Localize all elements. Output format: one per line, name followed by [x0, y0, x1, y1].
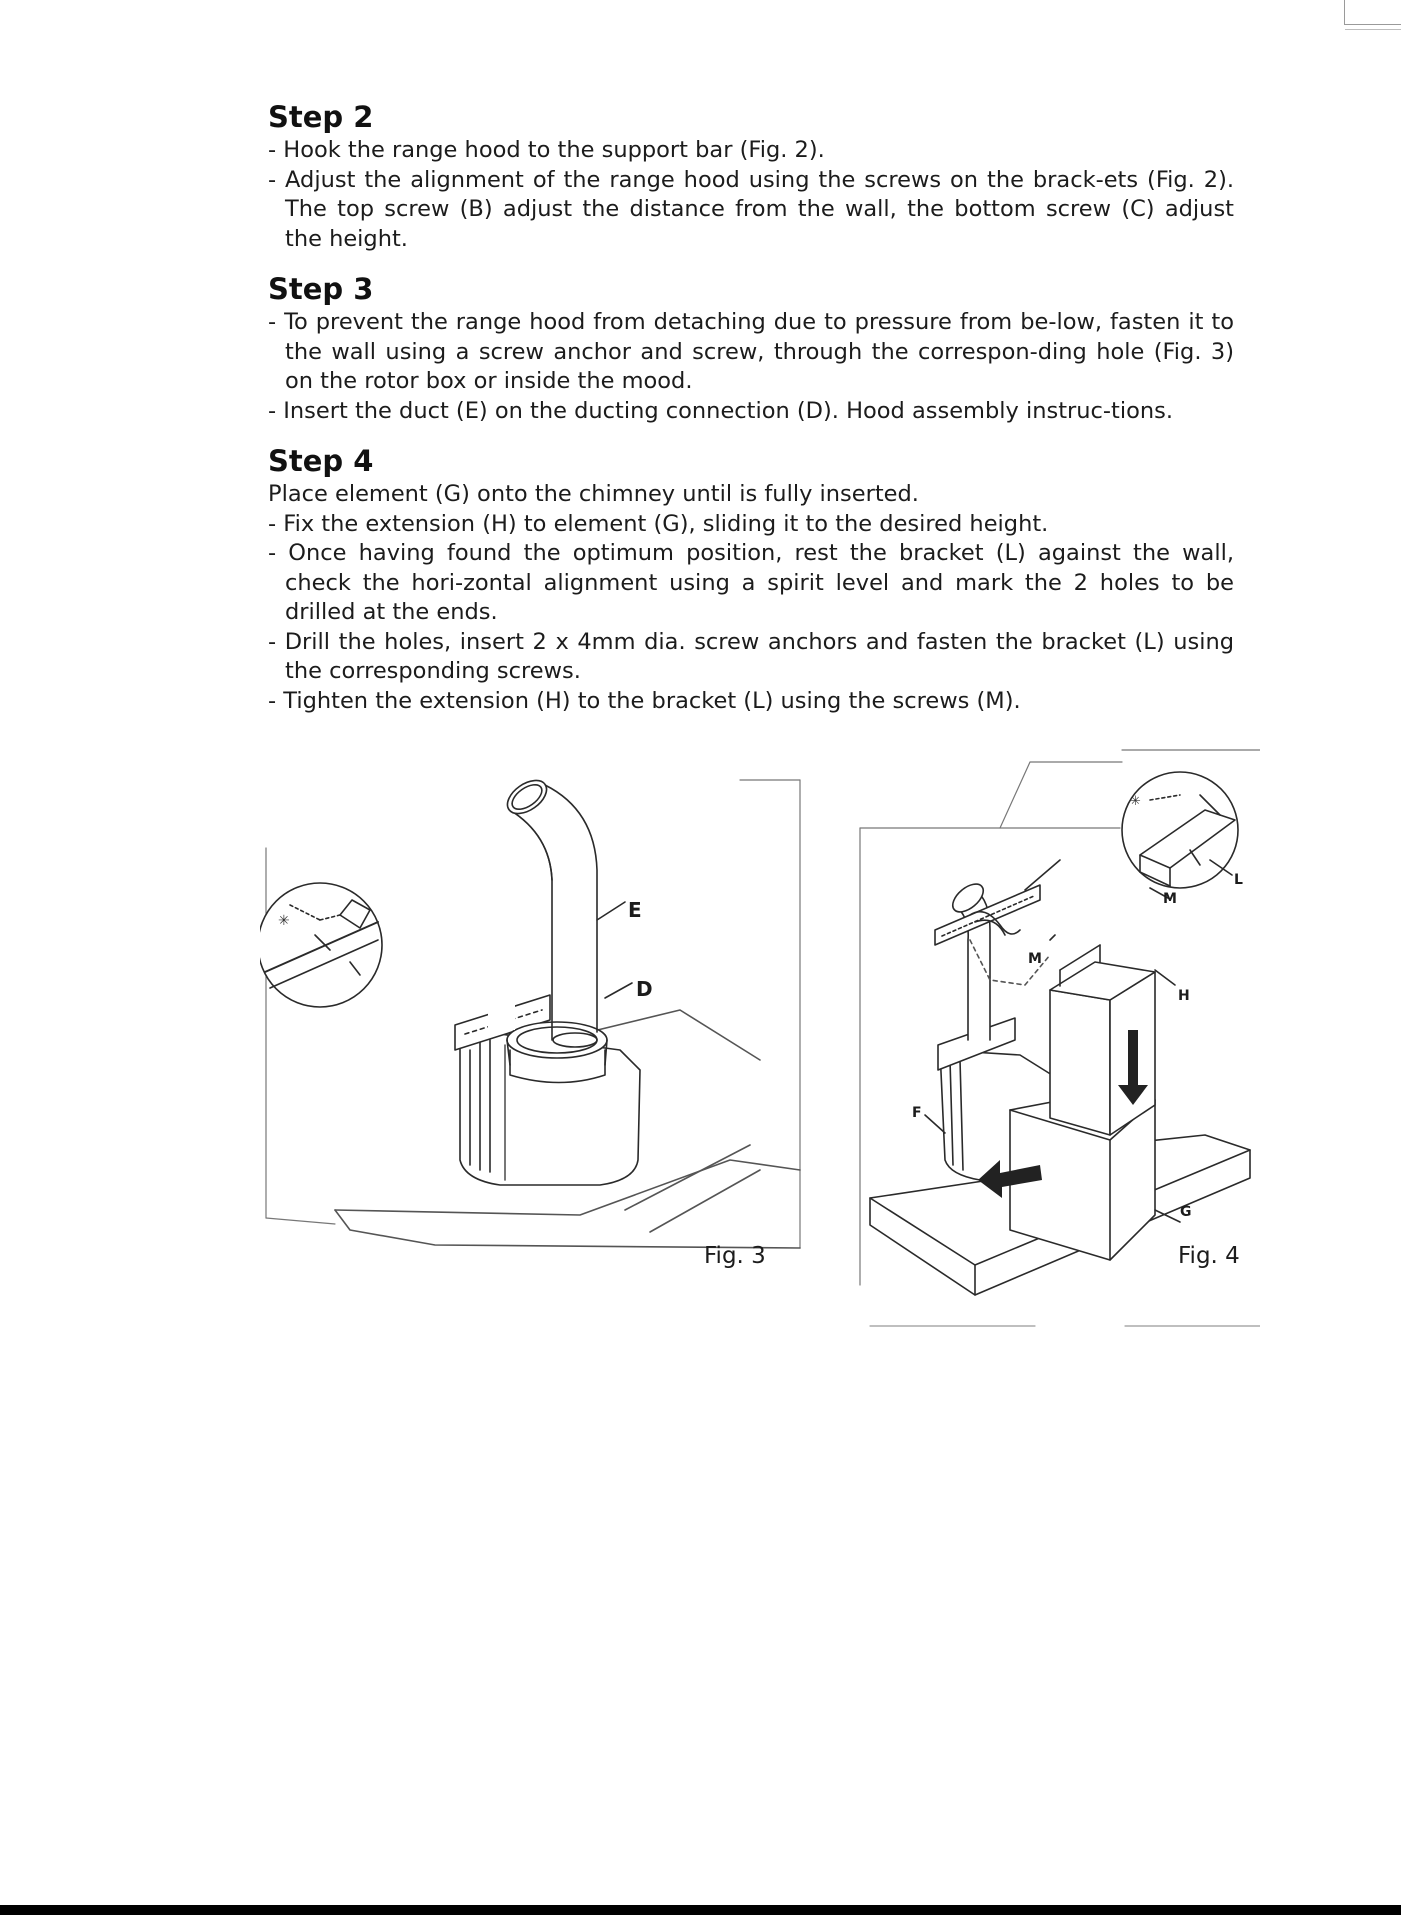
- step-intro: Place element (G) onto the chimney until is fully inserted.: [268, 481, 919, 507]
- figure-3-illustration: [260, 740, 812, 1300]
- figure-4: [850, 740, 1260, 1340]
- step-3: [268, 272, 1234, 426]
- figure-3: [260, 740, 812, 1300]
- list-item: - Adjust the alignment of the range hood using the screws on the brack-ets (Fig. 2). The top screw (B) adjust the distance from the wall, the bottom screw (C) adjust the height.: [268, 166, 1234, 252]
- page-corner-mark: [1344, 0, 1401, 25]
- label-h: H: [1178, 988, 1190, 1004]
- step-heading: Step 3: [268, 272, 374, 306]
- step-list: [268, 510, 1234, 717]
- label-g: G: [1180, 1204, 1192, 1220]
- label-m-side: M: [1028, 951, 1042, 967]
- list-item: - Insert the duct (E) on the ducting connection (D). Hood assembly instruc-tions.: [268, 397, 1173, 424]
- label-e: E: [628, 898, 642, 922]
- label-f: F: [912, 1105, 922, 1121]
- label-d: D: [636, 977, 653, 1001]
- label-l: L: [1234, 872, 1243, 888]
- list-item: - Fix the extension (H) to element (G), sliding it to the desired height.: [268, 510, 1049, 537]
- bottom-rule: [0, 1905, 1401, 1915]
- list-item: - To prevent the range hood from detaching due to pressure from be-low, fasten it to the wall using a screw anchor and screw, through the correspon-ding hole (Fig. 3) on the rotor box or inside the mood.: [268, 309, 1234, 394]
- step-2: [268, 100, 1234, 254]
- step-list: [268, 308, 1234, 426]
- figures-row: [260, 740, 1260, 1340]
- step-list: [268, 136, 1234, 254]
- step-heading: Step 2: [268, 100, 374, 134]
- list-item: - Drill the holes, insert 2 x 4mm dia. screw anchors and fasten the bracket (L) using the corresponding screws.: [268, 628, 1234, 684]
- step-heading: Step 4: [268, 444, 374, 478]
- step-4: [268, 444, 1234, 716]
- label-m-top: M: [1163, 891, 1177, 907]
- svg-text:✳: ✳: [1130, 794, 1141, 809]
- figure-3-caption: Fig. 3: [704, 1243, 766, 1269]
- list-item: - Tighten the extension (H) to the bracket (L) using the screws (M).: [268, 687, 1021, 714]
- figure-4-caption: Fig. 4: [1178, 1243, 1240, 1269]
- list-item: - Once having found the optimum position, rest the bracket (L) against the wall, check the hori-zontal alignment using a spirit level and mark the 2 holes to be drilled at the ends.: [268, 540, 1234, 625]
- list-item: - Hook the range hood to the support bar (Fig. 2).: [268, 137, 825, 163]
- instructions-text: [268, 100, 1234, 734]
- svg-text:✳: ✳: [278, 913, 290, 929]
